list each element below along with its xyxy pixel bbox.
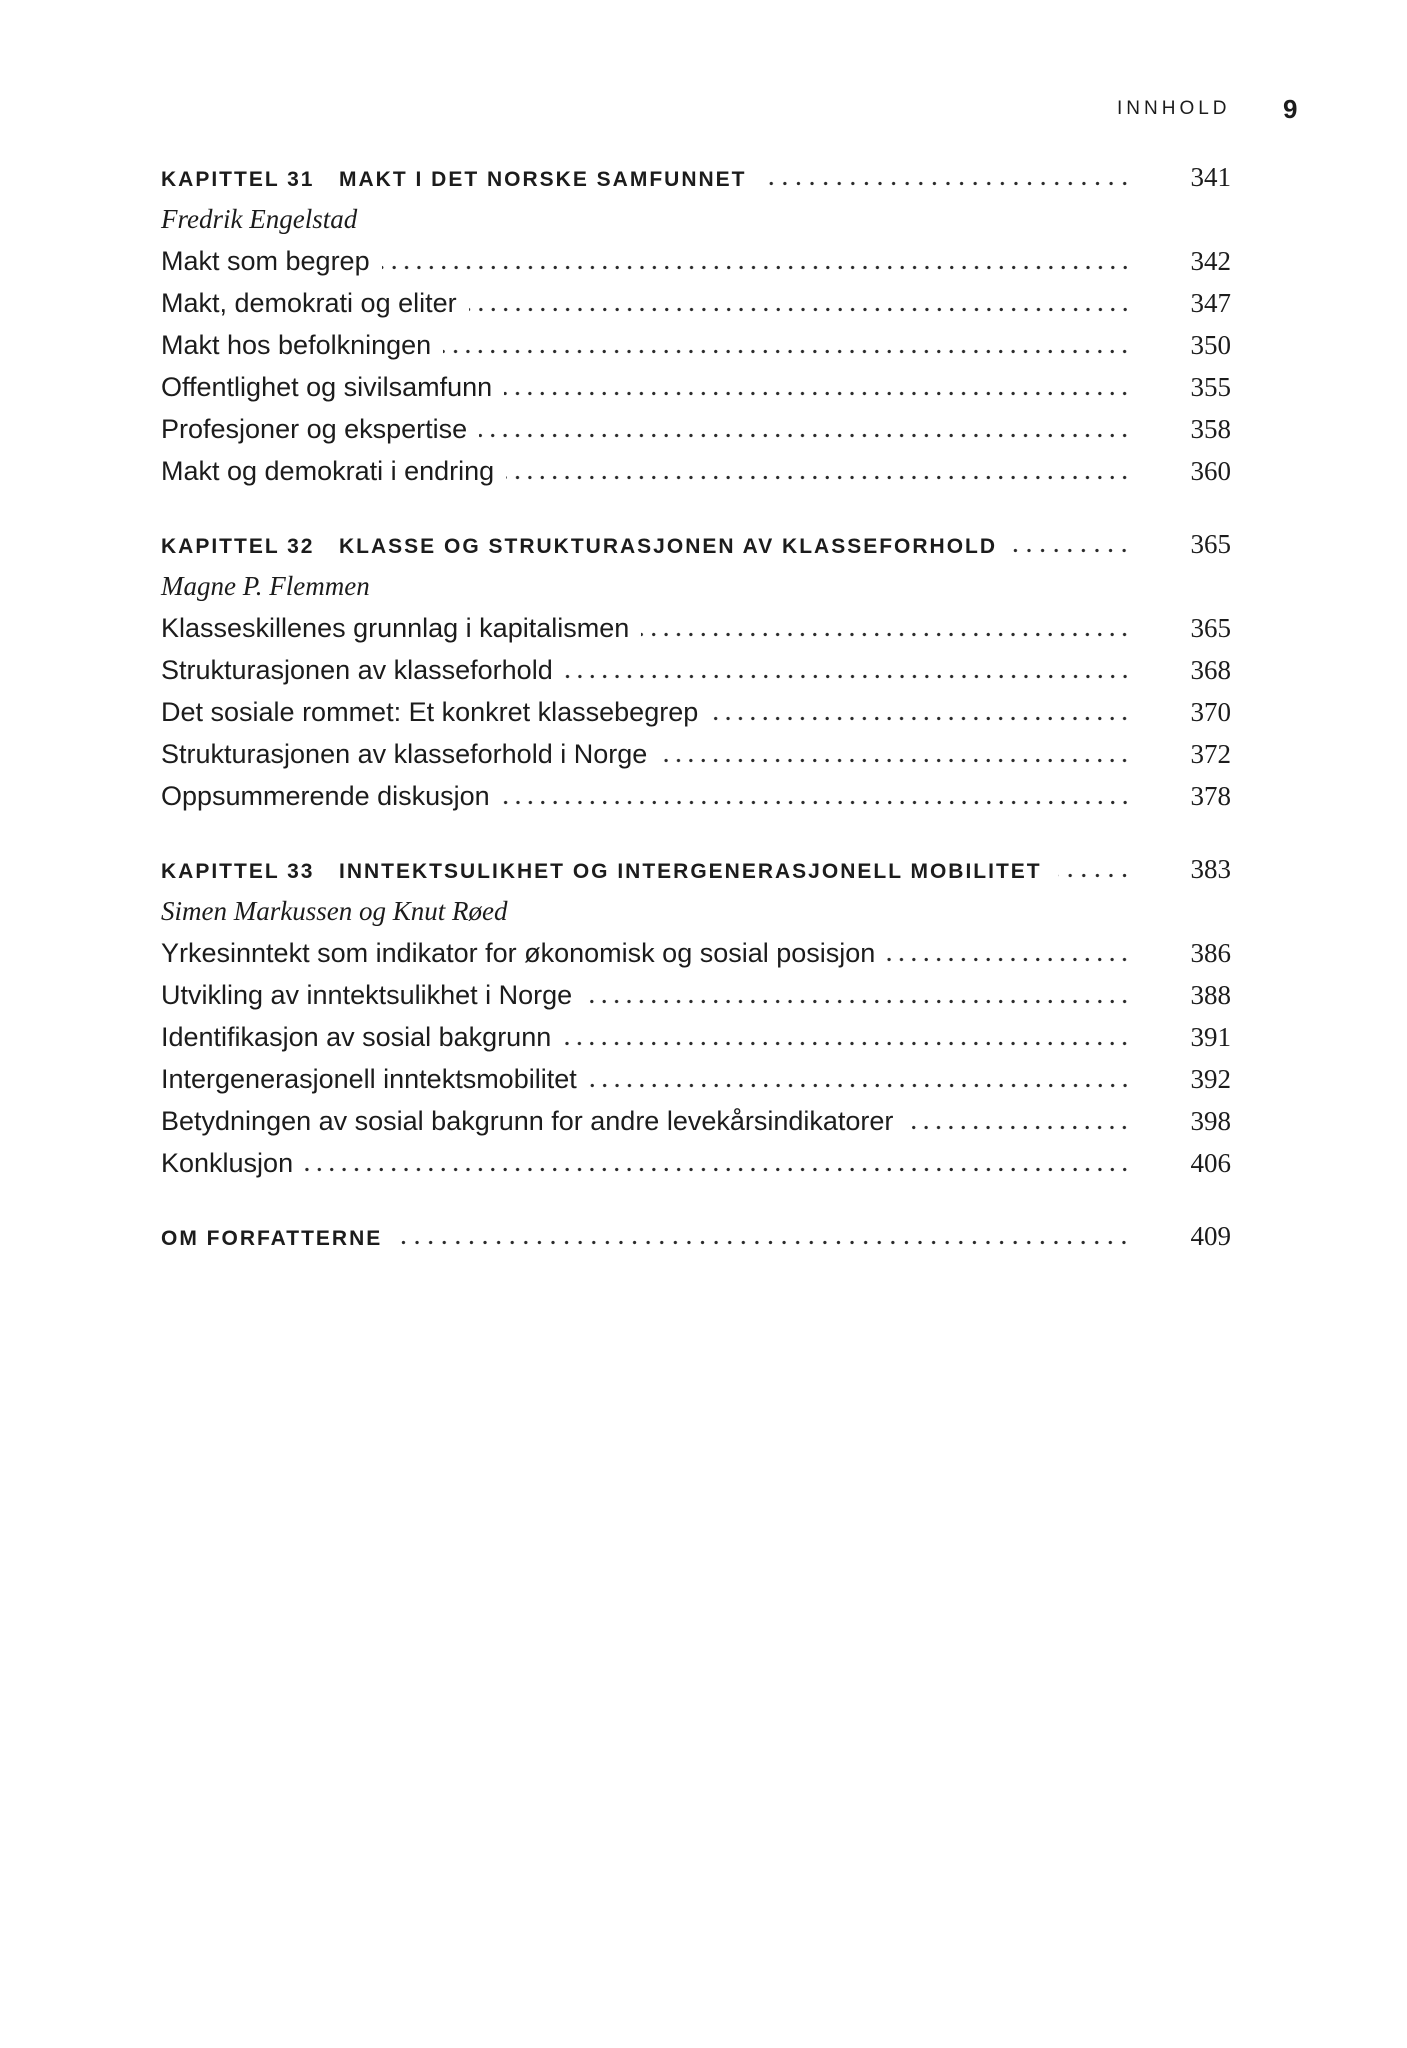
toc-entry-title: Konklusjon [161,1148,294,1178]
chapter-page-number: 365 [1190,529,1231,559]
toc-page-number: 350 [1190,330,1231,360]
toc-entry-title: Intergenerasjonell inntektsmobilitet [161,1064,577,1094]
chapter-31 [161,156,1231,492]
toc-page-number: 365 [1190,613,1231,643]
toc-entry-title: Det sosiale rommet: Et konkret klassebegrep [161,697,699,727]
dot-leader [659,733,1131,775]
dot-leader [589,1058,1131,1100]
chapter-label: KAPITTEL 32 [161,535,315,558]
dot-leader [905,1100,1131,1142]
toc-page-number: 360 [1190,456,1231,486]
chapter-page-number: 383 [1190,854,1231,884]
toc-entry [161,1016,1231,1058]
dot-leader [398,1215,1131,1257]
toc-entry-title: Strukturasjonen av klasseforhold i Norge [161,739,648,769]
toc-entry [161,974,1231,1016]
dot-leader [763,156,1132,198]
chapter-author: Fredrik Engelstad [161,204,358,234]
dot-leader [479,408,1131,450]
dot-leader [710,691,1131,733]
chapter-heading [161,156,1231,198]
toc-entry-title: Makt og demokrati i endring [161,456,495,486]
toc-entry [161,324,1231,366]
chapter-title: INNTEKTSULIKHET OG INTERGENERASJONELL MOBILITET [339,860,1042,883]
chapter-author: Simen Markussen og Knut Røed [161,896,508,926]
dot-leader [563,1016,1131,1058]
toc-entry [161,450,1231,492]
dot-leader [565,649,1131,691]
toc-page-number: 406 [1190,1148,1231,1178]
toc-page-number: 342 [1190,246,1231,276]
toc-entry [161,282,1231,324]
chapter-heading [161,848,1231,890]
toc-entry [161,775,1231,817]
toc-entry-title: Makt som begrep [161,246,370,276]
toc-page-number: 378 [1190,781,1231,811]
chapter-page-number: 341 [1190,162,1231,192]
toc-entry [161,366,1231,408]
page-folio: 9 [1283,94,1298,124]
dot-leader [584,974,1131,1016]
toc-page-number: 368 [1190,655,1231,685]
chapter-title: MAKT I DET NORSKE SAMFUNNET [339,168,747,191]
toc-entry [161,733,1231,775]
toc-entry-title: Klasseskillenes grunnlag i kapitalismen [161,613,630,643]
toc-entry [161,649,1231,691]
toc-entry-title: Oppsummerende diskusjon [161,781,490,811]
chapter-author: Magne P. Flemmen [161,571,370,601]
toc-entry-title: Utvikling av inntektsulikhet i Norge [161,980,573,1010]
dot-leader [641,607,1131,649]
chapter-label: KAPITTEL 33 [161,860,315,883]
toc-page-number: 391 [1190,1022,1231,1052]
dot-leader [443,324,1131,366]
about-authors-entry [161,1215,1231,1257]
toc-entry [161,607,1231,649]
toc-entry-title: Makt, demokrati og eliter [161,288,457,318]
dot-leader [382,240,1131,282]
toc-page-number: 388 [1190,980,1231,1010]
chapter-32 [161,523,1231,817]
toc-entry [161,1058,1231,1100]
running-head-title: INNHOLD [1117,98,1231,119]
dot-leader [504,366,1131,408]
toc-entry [161,932,1231,974]
dot-leader [1058,848,1131,890]
dot-leader [502,775,1131,817]
dot-leader [305,1142,1131,1184]
toc-page-number: 372 [1190,739,1231,769]
chapter-label: KAPITTEL 31 [161,168,315,191]
toc-entry [161,1142,1231,1184]
toc-entry-title: Yrkesinntekt som indikator for økonomisk og sosial posisjon [161,938,876,968]
dot-leader [506,450,1131,492]
about-authors-title: OM FORFATTERNE [161,1227,383,1250]
chapter-33 [161,848,1231,1184]
dot-leader [887,932,1131,974]
toc-entry-title: Identifikasjon av sosial bakgrunn [161,1022,552,1052]
toc-page-number: 398 [1190,1106,1231,1136]
toc-page-number: 358 [1190,414,1231,444]
toc-page-number: 370 [1190,697,1231,727]
toc-page-number: 347 [1190,288,1231,318]
toc-entry [161,691,1231,733]
chapter-heading [161,523,1231,565]
dot-leader [469,282,1131,324]
toc-entry-title: Strukturasjonen av klasseforhold [161,655,553,685]
dot-leader [1013,523,1131,565]
toc-entry-title: Profesjoner og ekspertise [161,414,468,444]
toc-entry-title: Betydningen av sosial bakgrunn for andre levekårsindikatorer [161,1106,894,1136]
toc-entry [161,240,1231,282]
toc-page-number: 386 [1190,938,1231,968]
toc-page-number: 392 [1190,1064,1231,1094]
toc-entry-title: Makt hos befolkningen [161,330,432,360]
toc-entry-title: Offentlighet og sivilsamfunn [161,372,493,402]
chapter-title: KLASSE OG STRUKTURASJONEN AV KLASSEFORHOLD [339,535,998,558]
toc-page-number: 355 [1190,372,1231,402]
about-authors-page-number: 409 [1190,1221,1231,1251]
toc-entry [161,1100,1231,1142]
toc-entry [161,408,1231,450]
table-of-contents [161,156,1231,1257]
